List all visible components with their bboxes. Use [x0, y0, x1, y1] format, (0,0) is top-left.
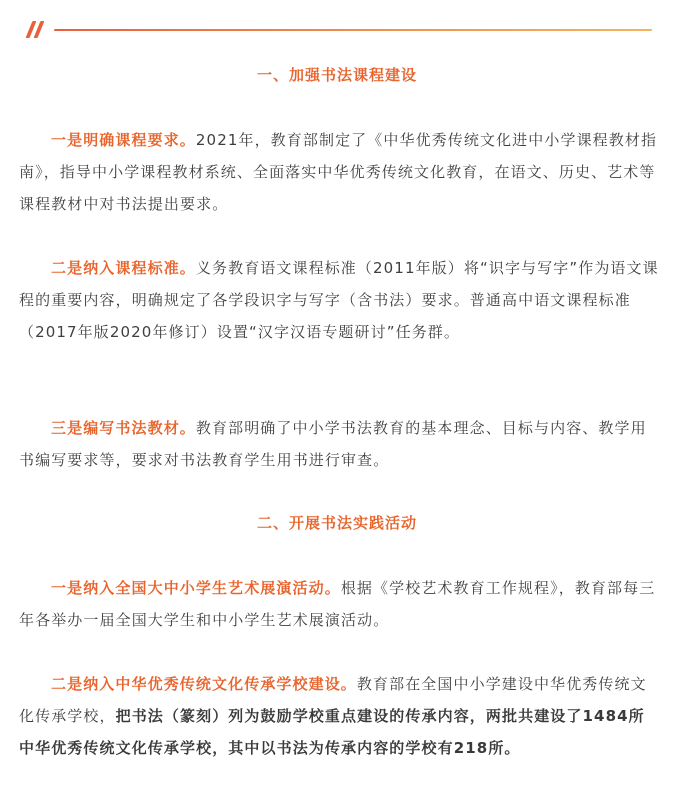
paragraph-art-exhibition [19, 572, 659, 636]
paragraph-text: 义务教育语文课程标准（2011年版）将“识字与写字”作为语文课程的重要内容，明确规定了各学段识字与写字（含书法）要求。普通高中语文课程标准（2017年版2020年修订）设置“汉字汉语专题研讨”任务群。 [19, 259, 659, 341]
paragraph-textbooks [19, 412, 659, 476]
paragraph-lead: 三是编写书法教材。 [51, 419, 196, 437]
paragraph-text: 根据《学校艺术教育工作规程》，教育部每三年各举办一届全国大学生和中小学生艺术展演活动。 [19, 579, 656, 629]
paragraph-text: 教育部在全国中小学建设中华优秀传统文化传承学校， [19, 675, 647, 725]
paragraph-lead: 二是纳入课程标准。 [51, 259, 196, 277]
paragraph-course-requirements [19, 124, 659, 220]
section-heading-1: 一、加强书法课程建设 [256, 66, 417, 84]
paragraph-bold-text: 把书法（篆刻）列为鼓励学校重点建设的传承内容，两批共建设了1484所中华优秀传统文化传承学校，其中以书法为传承内容的学校有218所。 [19, 707, 645, 757]
paragraph-heritage-schools [19, 668, 659, 764]
paragraph-text: 2021年，教育部制定了《中华优秀传统文化进中小学课程教材指南》，指导中小学课程教材系统、全面落实中华优秀传统文化教育，在语文、历史、艺术等课程教材中对书法提出要求。 [19, 131, 658, 213]
paragraph-curriculum-standards [19, 252, 659, 348]
header-decoration [26, 19, 652, 41]
paragraph-lead: 二是纳入中华优秀传统文化传承学校建设。 [51, 675, 357, 693]
paragraph-lead: 一是纳入全国大中小学生艺术展演活动。 [51, 579, 341, 597]
paragraph-text: 教育部明确了中小学书法教育的基本理念、目标与内容、教学用书编写要求等，要求对书法教育学生用书进行审查。 [19, 419, 647, 469]
paragraph-lead: 一是明确课程要求。 [51, 131, 196, 149]
section-heading-2: 二、开展书法实践活动 [256, 514, 417, 532]
header-rule [54, 29, 652, 31]
